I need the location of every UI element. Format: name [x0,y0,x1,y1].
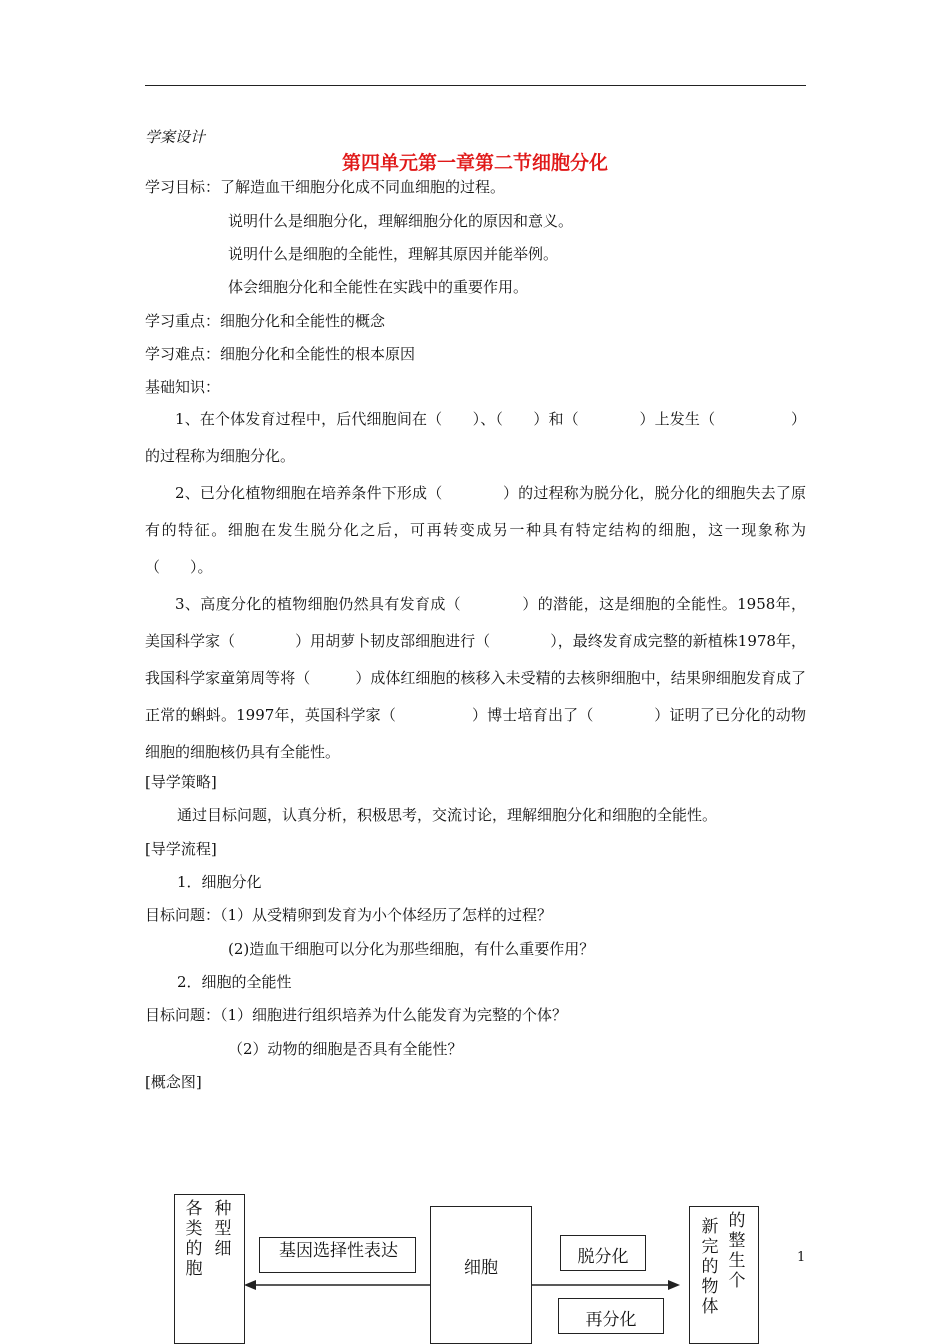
question: （1）从受精卵到发育为小个体经历了怎样的过程？ [220,906,553,924]
center-cell-label: 细胞 [464,1258,498,1278]
right-box [689,1206,759,1344]
flow-label: [导学流程] [145,840,217,858]
basics-item: 3、高度分化的植物细胞仍然具有发育成（ ）的潜能，这是细胞的全能性。1958年，美国科学家（ ）用胡萝卜韧皮部细胞进行（ ），最终发育成完整的新植株1978年，我国科学家童第周等将（ ）成体红细胞的核移入未受精的去核卵细胞中，结果卵细胞发育成了正常的蝌蚪。1997年，英国科学家（ ）博士培育出了（ ）证明了已分化的动物细胞的细胞核仍具有全能性。 [145,595,806,761]
redifferentiation-box [558,1298,664,1334]
basics-item: 1、在个体发育过程中，后代细胞间在（ ）、（ ）和（ ）上发生（ ）的过程称为细胞分化。 [145,410,806,465]
gene-expression-box [259,1237,416,1273]
gene-expression-label: 基因选择性表达 [279,1241,398,1261]
left-box-text-col1: 各类的胞 [185,1199,203,1279]
page-title: 第四单元第一章第二节细胞分化 [341,152,608,174]
strategy-label: [导学策略] [145,773,217,791]
question: （2）动物的细胞是否具有全能性？ [228,1040,463,1058]
basics-item: 2、已分化植物细胞在培养条件下形成（ ）的过程称为脱分化，脱分化的细胞失去了原有的特征。细胞在发生脱分化之后，可再转变成另一种具有特定结构的细胞，这一现象称为（ ）。 [145,484,806,576]
question: (2)造血干细胞可以分化为那些细胞，有什么重要作用？ [228,940,595,958]
strategy-text: 通过目标问题，认真分析，积极思考，交流讨论，理解细胞分化和细胞的全能性。 [177,806,718,824]
flow-heading: 2．细胞的全能性 [177,973,292,991]
redifferentiation-label: 再分化 [585,1310,637,1330]
question-label: 目标问题： [145,1006,221,1024]
objectives-label: 学习目标： [145,178,221,196]
left-box [174,1194,245,1344]
objective-item: 说明什么是细胞分化，理解细胞分化的原因和意义。 [228,212,574,230]
question: （1）细胞进行组织培养为什么能发育为完整的个体？ [220,1006,568,1024]
key-points: 学习重点：细胞分化和全能性的概念 [145,312,386,330]
basics-label: 基础知识： [145,378,221,396]
center-cell-box [430,1206,532,1344]
right-box-text-col2: 的整生个 [728,1211,746,1291]
difficulties: 学习难点：细胞分化和全能性的根本原因 [145,345,416,363]
header-tag: 学案设计 [145,128,206,146]
dedifferentiation-box [560,1235,646,1271]
objective-item: 说明什么是细胞的全能性，理解其原因并能举例。 [228,245,559,263]
page-number: 1 [797,1250,806,1265]
dedifferentiation-label: 脱分化 [577,1247,629,1267]
objective-item: 体会细胞分化和全能性在实践中的重要作用。 [228,278,529,296]
left-box-text-col2: 种型细 [214,1199,232,1259]
concept-label: [概念图] [145,1073,202,1091]
arrow-head-right [668,1280,680,1290]
flow-heading: 1．细胞分化 [177,873,262,891]
objective-item: 了解造血干细胞分化成不同血细胞的过程。 [220,178,506,196]
right-box-text-col1: 新完的物体 [701,1217,719,1317]
arrow-head-left [244,1280,256,1290]
question-label: 目标问题： [145,906,221,924]
